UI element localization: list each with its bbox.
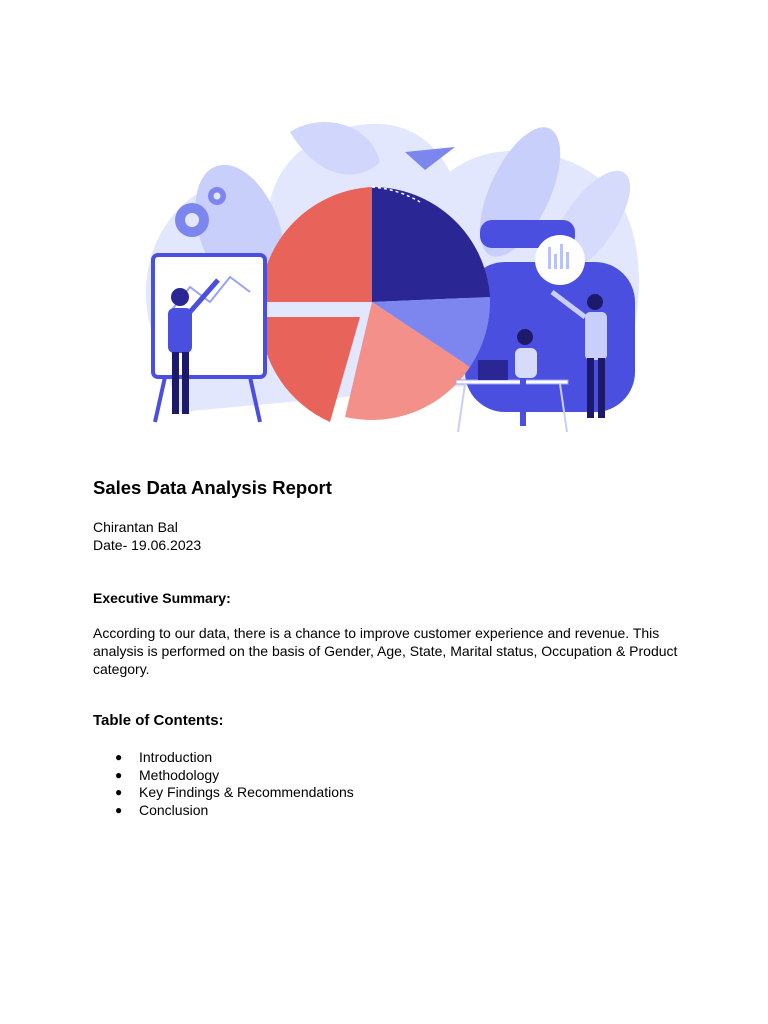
bullet-icon: ● [115, 803, 123, 818]
toc-list [93, 749, 683, 820]
author-name: Chirantan Bal [93, 519, 178, 535]
cover-illustration [120, 112, 660, 442]
toc-item-label: Methodology [139, 766, 220, 783]
executive-summary-text: According to our data, there is a chance to improve customer experience and revenue. This analysis is performed on the basis of Gender, Age, State, Marital status, Occupation & Product category. [93, 625, 678, 677]
bullet-icon: ● [115, 750, 123, 764]
toc-item-key-findings [93, 784, 683, 802]
toc-item-label: Conclusion [139, 802, 209, 819]
toc-item-methodology [93, 767, 683, 785]
toc-item-conclusion [93, 802, 683, 820]
toc-item-introduction [93, 749, 683, 767]
toc-item-label: Introduction [139, 749, 213, 765]
bullet-icon: ● [115, 767, 123, 782]
toc-item-label: Key Findings & Recommendations [139, 784, 354, 801]
bullet-icon: ● [115, 785, 123, 800]
executive-summary-heading: Executive Summary: [93, 590, 231, 606]
toc-heading: Table of Contents: [93, 712, 224, 729]
document-title: Sales Data Analysis Report [93, 477, 332, 498]
document-date: Date- 19.06.2023 [93, 537, 202, 553]
document-body [93, 477, 683, 820]
